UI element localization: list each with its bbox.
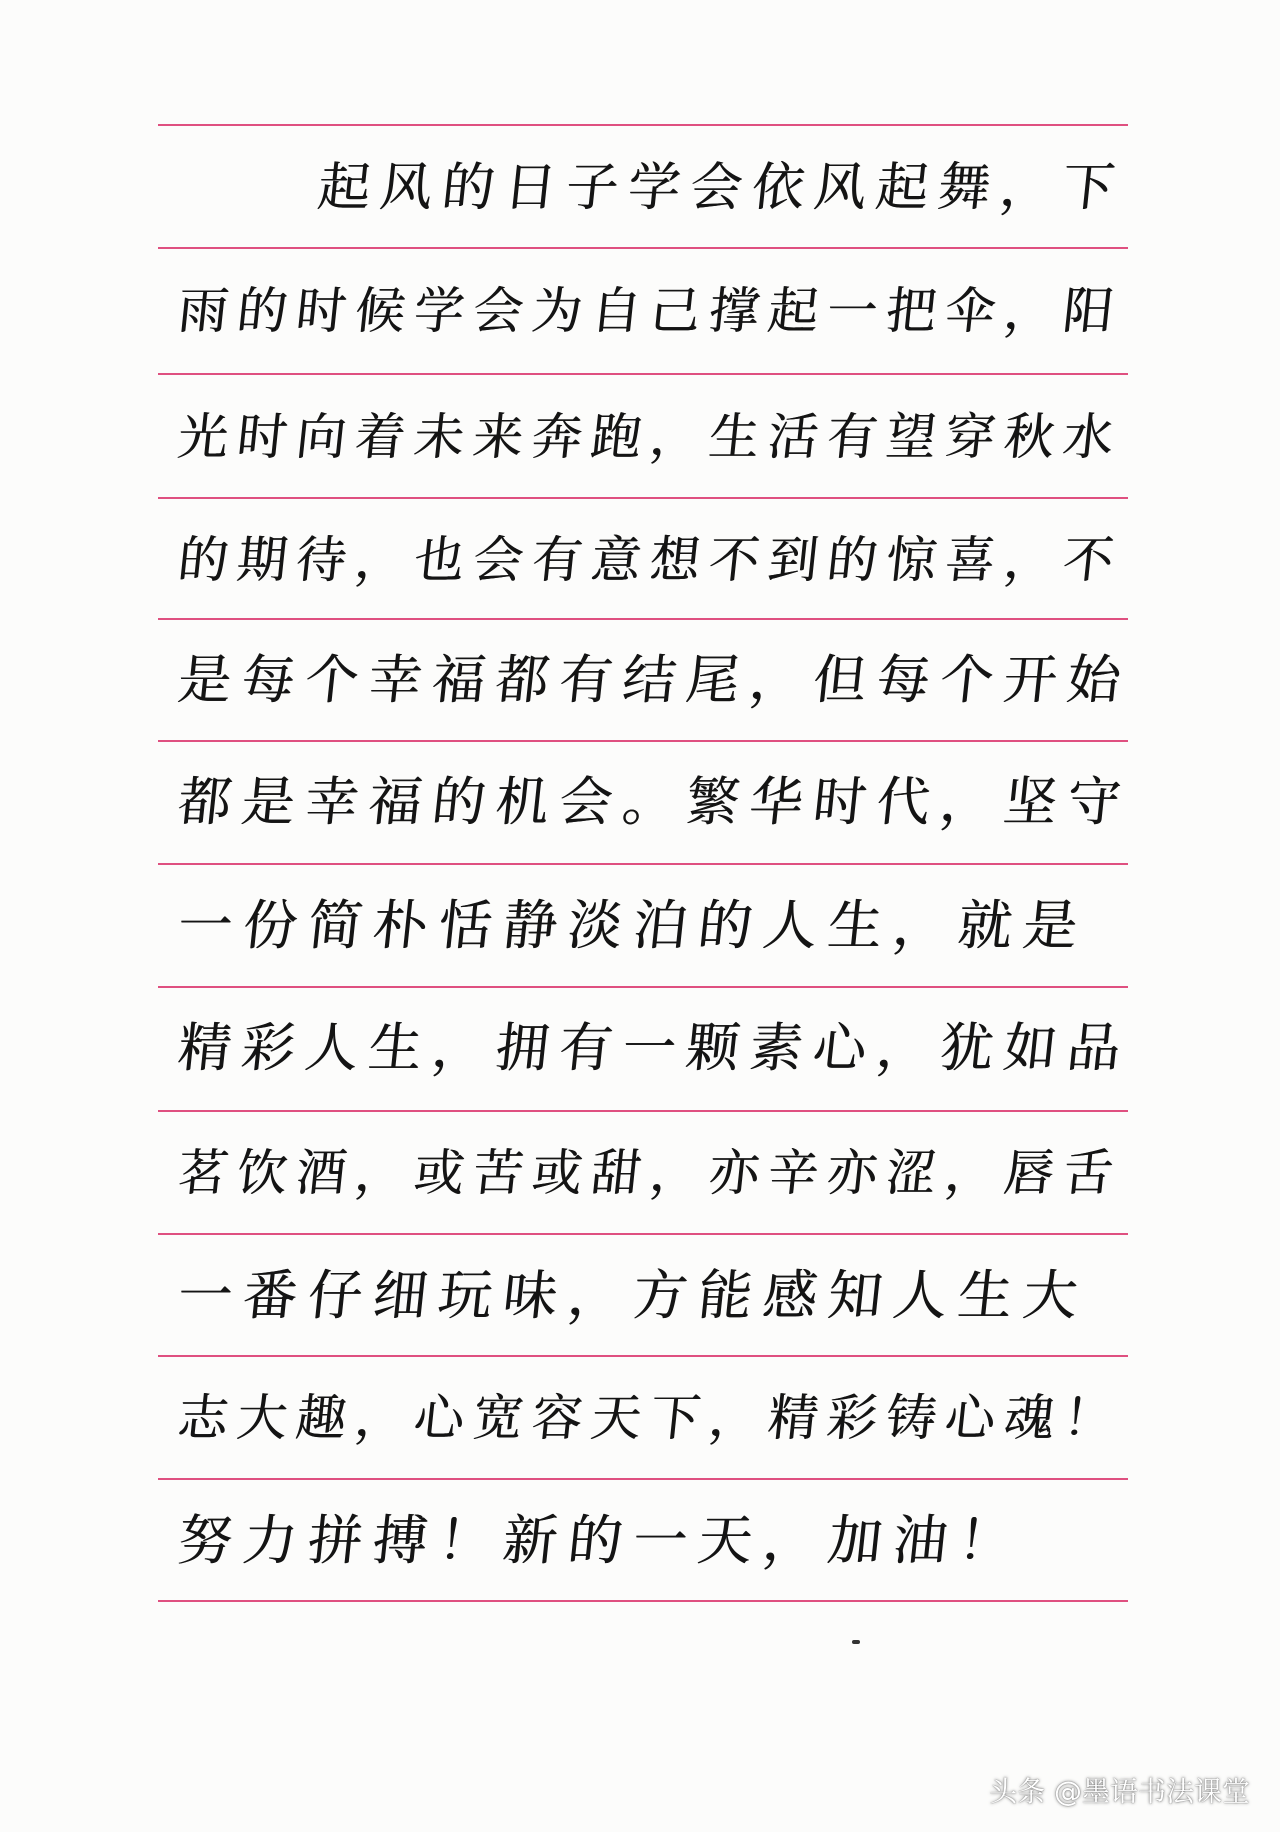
watermark: 头条 @墨语书法课堂 — [989, 1775, 1250, 1808]
text-line: 起风的日子学会依风起舞，下 — [314, 158, 1128, 218]
text-line: 光时向着未来奔跑，生活有望穿秋水 — [174, 408, 1126, 466]
ruled-line — [158, 124, 1128, 126]
text-line: 雨的时候学会为自己撑起一把伞，阳 — [174, 282, 1126, 340]
text-line: 的期待，也会有意想不到的惊喜，不 — [174, 531, 1126, 589]
text-line: 茗饮酒，或苦或甜，亦辛亦涩，唇舌 — [174, 1144, 1126, 1202]
text-line: 都是幸福的机会。繁华时代，坚守 — [174, 772, 1134, 833]
text-line: 一番仔细玩味，方能感知人生大 — [174, 1264, 1092, 1327]
ruled-line — [158, 1478, 1128, 1480]
text-line: 是每个幸福都有结尾，但每个开始 — [174, 650, 1134, 711]
text-line: 努力拼搏！新的一天，加油！ — [174, 1509, 1027, 1572]
ruled-line — [158, 863, 1128, 865]
ruled-line — [158, 1233, 1128, 1235]
ink-dot — [852, 1640, 860, 1644]
text-line: 一份简朴恬静淡泊的人生，就是 — [174, 894, 1092, 957]
ruled-line — [158, 497, 1128, 499]
ruled-line — [158, 986, 1128, 988]
ruled-line — [158, 373, 1128, 375]
text-line: 精彩人生，拥有一颗素心，犹如品 — [174, 1018, 1134, 1079]
ruled-line — [158, 1110, 1128, 1112]
text-line: 志大趣，心宽容天下，精彩铸心魂！ — [174, 1389, 1126, 1447]
